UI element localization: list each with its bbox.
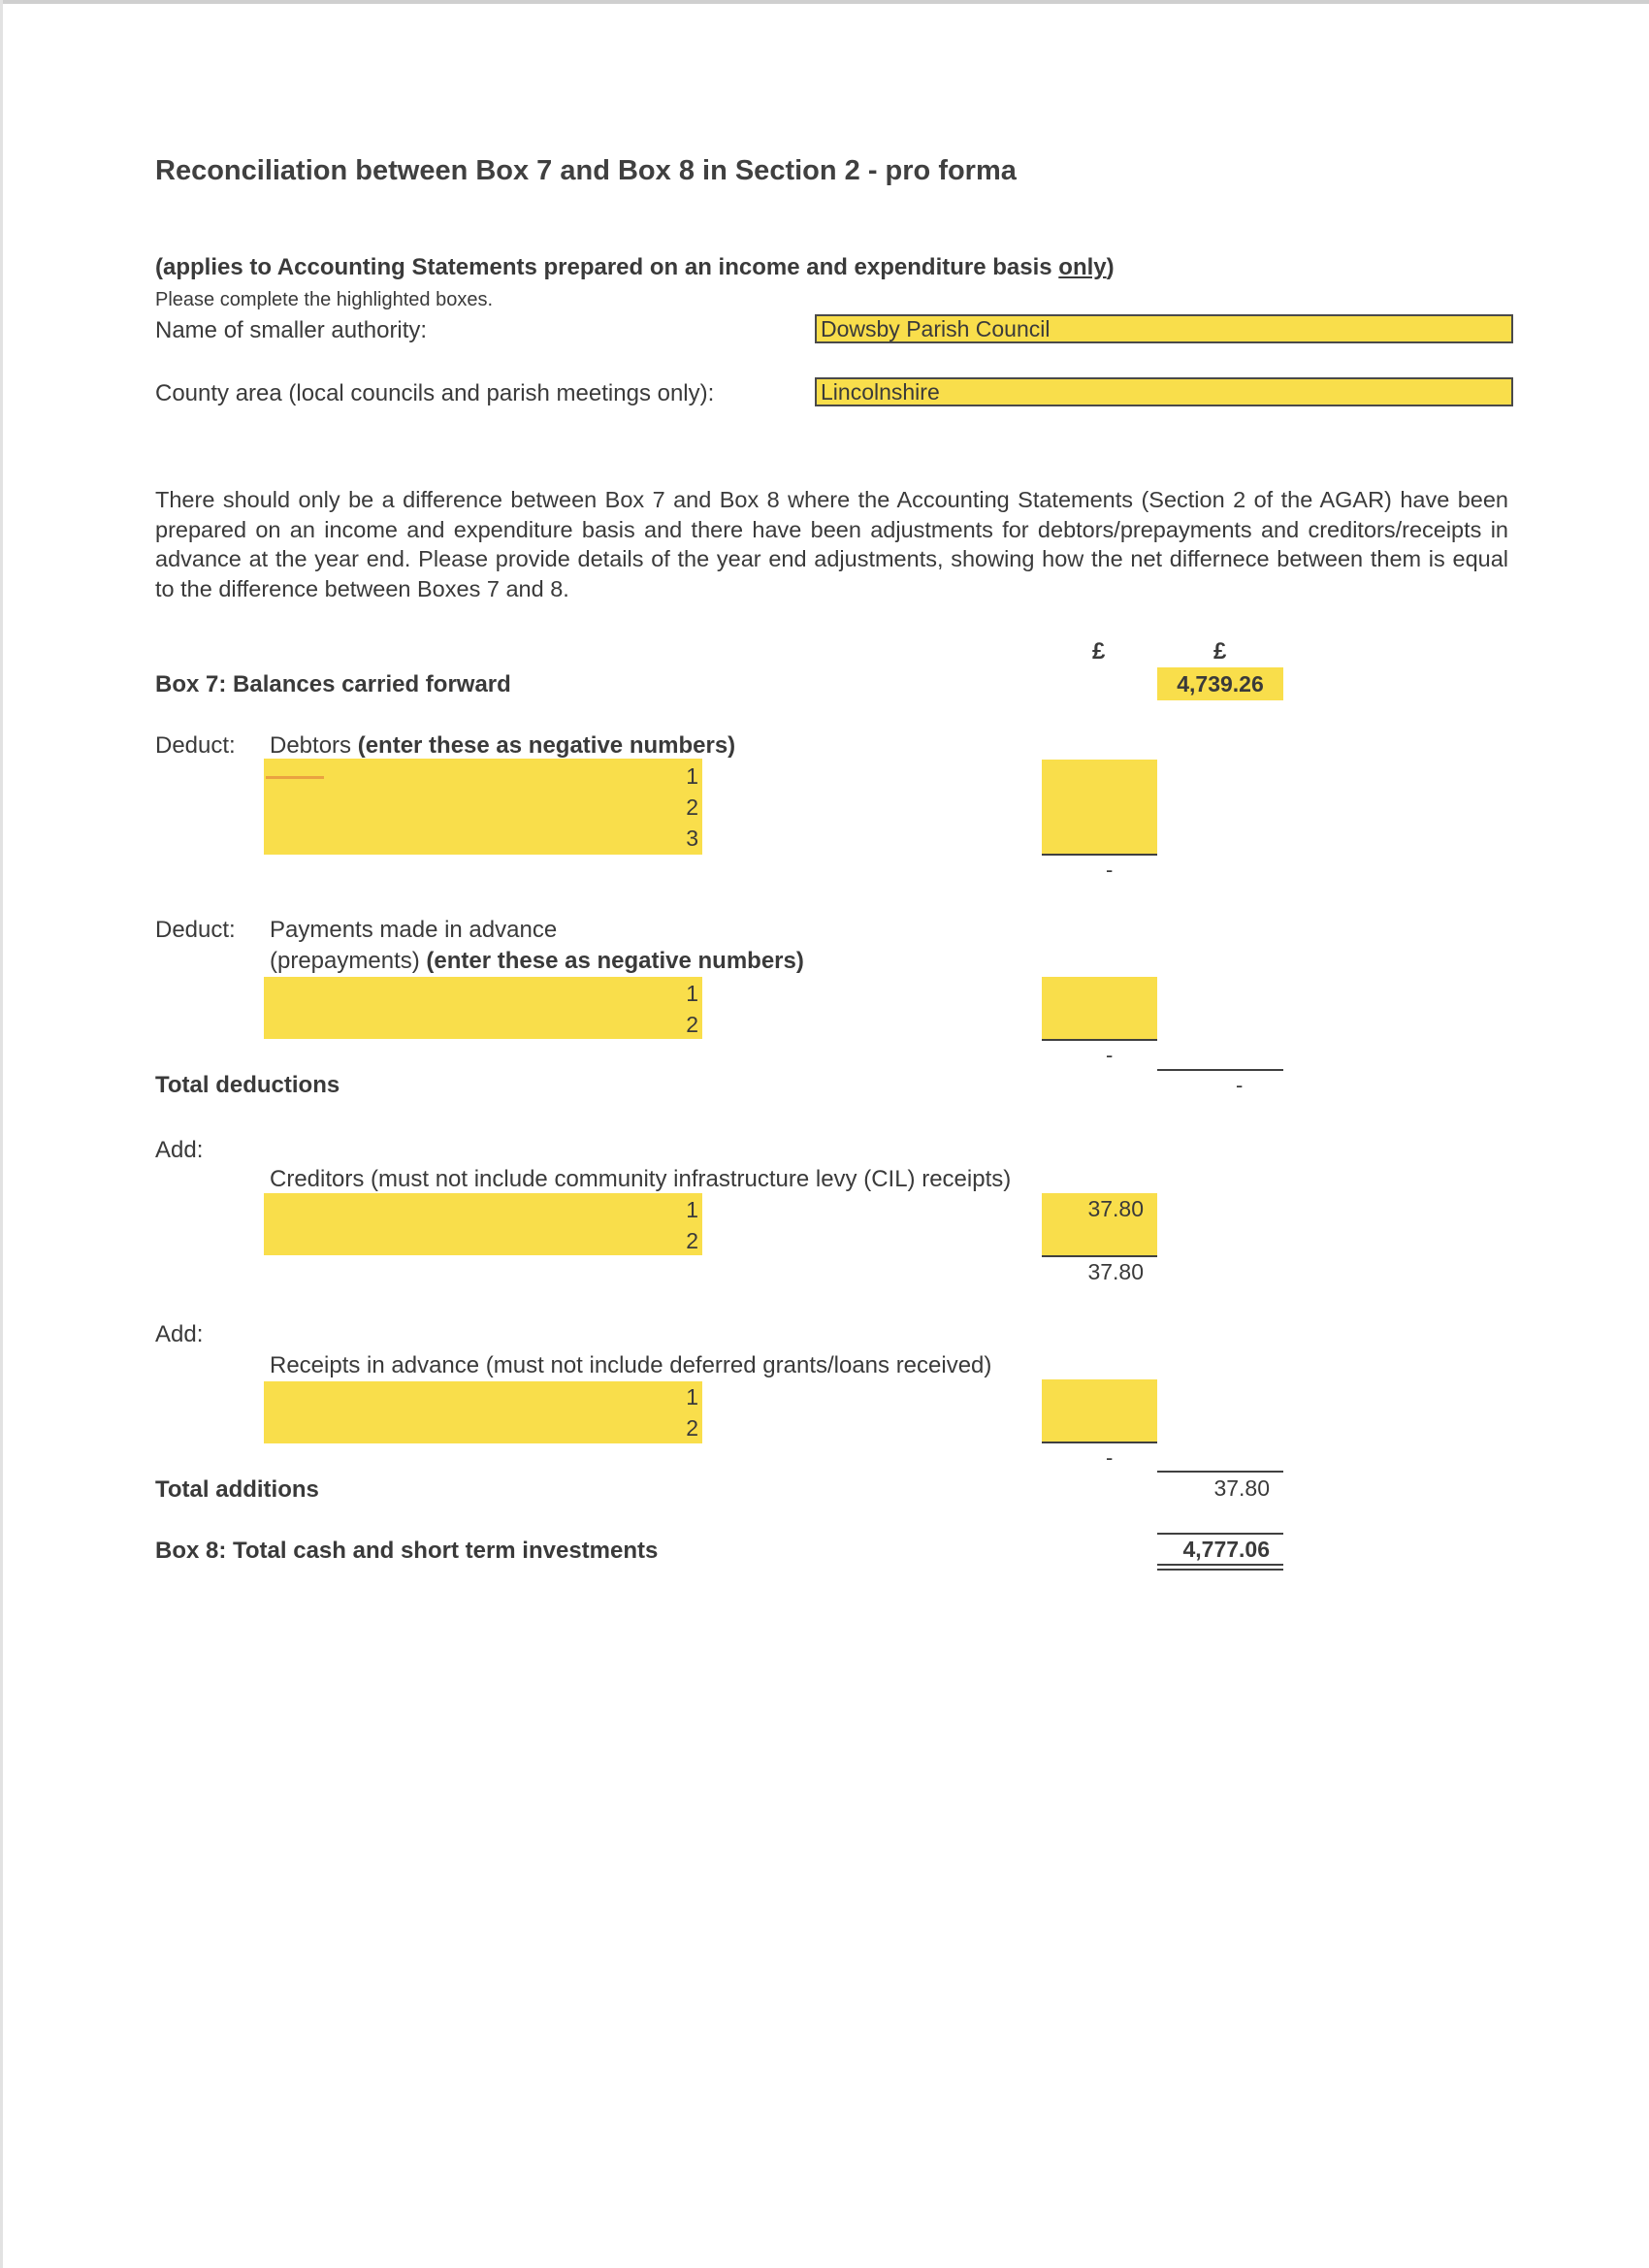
debtors-label-bold: (enter these as negative numbers) xyxy=(357,732,736,759)
total-deductions-rule xyxy=(1157,1069,1283,1071)
debtors-underline xyxy=(1042,854,1157,856)
prepayments-deduct-label: Deduct: xyxy=(155,917,236,943)
prepayments-subtotal: - xyxy=(1106,1043,1114,1067)
page-title: Reconciliation between Box 7 and Box 8 in Section 2 - pro forma xyxy=(155,155,1017,186)
prepayments-underline xyxy=(1042,1039,1157,1041)
total-additions-value: 37.80 xyxy=(1213,1475,1270,1501)
prepayments-heading-line1: Payments made in advance xyxy=(270,917,558,943)
debtors-row-2: 2 xyxy=(686,794,698,820)
creditors-row-1: 1 xyxy=(686,1197,698,1222)
receipts-add-label: Add: xyxy=(155,1321,204,1347)
total-deductions-label: Total deductions xyxy=(155,1072,340,1098)
debtors-mark xyxy=(266,776,324,779)
debtors-row-1: 1 xyxy=(686,763,698,789)
total-additions-rule xyxy=(1157,1471,1283,1473)
total-additions-label: Total additions xyxy=(155,1476,319,1503)
creditors-row-2: 2 xyxy=(686,1228,698,1253)
box7-label: Box 7: Balances carried forward xyxy=(155,671,511,697)
applies-close: ) xyxy=(1106,254,1115,280)
prepayments-label: (prepayments) xyxy=(270,948,427,974)
total-deductions-value: - xyxy=(1236,1073,1244,1097)
creditors-underline xyxy=(1042,1255,1157,1257)
currency-col2: £ xyxy=(1213,638,1227,664)
authority-name-field[interactable]: Dowsby Parish Council xyxy=(815,314,1513,343)
debtors-heading xyxy=(270,732,735,760)
applies-note xyxy=(155,254,1115,281)
box8-double-rule-2 xyxy=(1157,1569,1283,1571)
box8-double-rule-1 xyxy=(1157,1564,1283,1566)
receipts-amount-box[interactable] xyxy=(1042,1379,1157,1442)
creditors-entry-area[interactable] xyxy=(264,1193,702,1255)
creditors-heading: Creditors (must not include community infrastructure levy (CIL) receipts) xyxy=(270,1166,1012,1192)
debtors-subtotal: - xyxy=(1106,858,1114,882)
debtors-entry-area[interactable] xyxy=(264,759,702,855)
prepayments-label-bold: (enter these as negative numbers) xyxy=(426,948,804,974)
debtors-amount-box[interactable] xyxy=(1042,760,1157,854)
box7-value[interactable]: 4,739.26 xyxy=(1157,667,1283,700)
county-label: County area (local councils and parish meetings only): xyxy=(155,380,715,406)
receipts-heading: Receipts in advance (must not include deferred grants/loans received) xyxy=(270,1352,992,1378)
receipts-underline xyxy=(1042,1442,1157,1443)
prepayments-entry-area[interactable] xyxy=(264,977,702,1039)
creditors-add-label: Add: xyxy=(155,1137,204,1163)
creditors-row-1-value: 37.80 xyxy=(1087,1196,1144,1221)
prepayments-row-2: 2 xyxy=(686,1012,698,1037)
prepayments-heading-line2 xyxy=(270,948,804,975)
receipts-subtotal: - xyxy=(1106,1445,1114,1470)
scan-edge-left xyxy=(0,0,3,2268)
prepayments-amount-box[interactable] xyxy=(1042,977,1157,1039)
prepayments-row-1: 1 xyxy=(686,981,698,1006)
scan-edge-top xyxy=(0,0,1649,4)
box8-label: Box 8: Total cash and short term investments xyxy=(155,1538,659,1564)
instruction-note: Please complete the highlighted boxes. xyxy=(155,289,494,310)
receipts-row-1: 1 xyxy=(686,1384,698,1409)
receipts-row-2: 2 xyxy=(686,1415,698,1441)
debtors-label: Debtors xyxy=(270,732,358,759)
applies-only: only xyxy=(1058,254,1107,280)
box8-value: 4,777.06 xyxy=(1182,1537,1270,1562)
box8-top-rule xyxy=(1157,1533,1283,1535)
debtors-row-3: 3 xyxy=(686,826,698,851)
debtors-deduct-label: Deduct: xyxy=(155,732,236,759)
applies-text: (applies to Accounting Statements prepared on an income and expenditure basis xyxy=(155,254,1059,280)
receipts-entry-area[interactable] xyxy=(264,1381,702,1443)
explanation-paragraph: There should only be a difference between Box 7 and Box 8 where the Accounting Statements (Section 2 of the AGAR) have been prepared on an income and expenditure basis and there have been adjustments for debtors/prepayments and creditors/receipts in advance at the year end. Please provide details of the year end adjustments, showing how the net differnece between them is equal to the difference between Boxes 7 and 8. xyxy=(155,487,1508,601)
currency-col1: £ xyxy=(1092,638,1106,664)
authority-name-label: Name of smaller authority: xyxy=(155,317,428,343)
county-field[interactable]: Lincolnshire xyxy=(815,377,1513,406)
creditors-subtotal: 37.80 xyxy=(1087,1259,1144,1284)
